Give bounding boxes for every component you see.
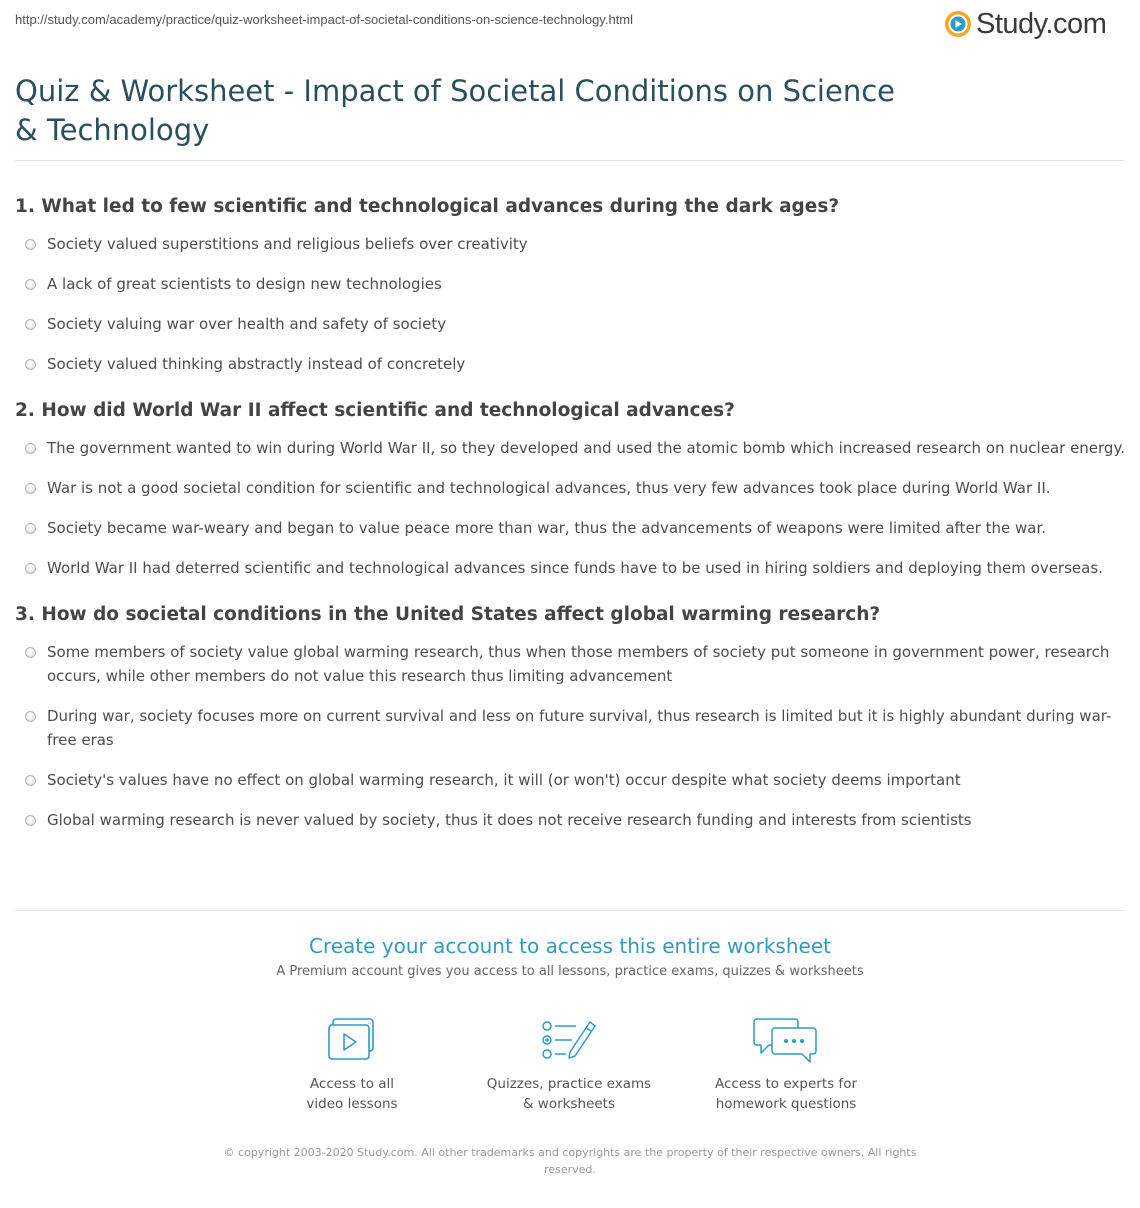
- question-3: [15, 600, 1127, 832]
- feature-label: Access to all video lessons: [306, 1076, 398, 1112]
- quiz-checklist-icon: [540, 1016, 598, 1064]
- top-bar: [0, 0, 1140, 50]
- answer-option[interactable]: [15, 516, 1127, 540]
- answer-option[interactable]: [15, 640, 1127, 688]
- answer-text: Society valued thinking abstractly instead of concretely: [47, 355, 466, 373]
- question-text: 1. What led to few scientific and technological advances during the dark ages?: [15, 196, 840, 217]
- answer-option[interactable]: [15, 476, 1127, 500]
- answer-option[interactable]: [15, 768, 1127, 792]
- answer-text: Some members of society value global warming research, thus when those members of society put someone in government power, research occurs, while other members do not value this research thus limiting advancement: [47, 643, 1110, 685]
- answer-option[interactable]: [15, 232, 1127, 256]
- study-logo[interactable]: [944, 6, 1106, 42]
- cta-subtitle: A Premium account gives you access to all lessons, practice exams, quizzes & worksheets: [276, 964, 864, 979]
- cta-divider: [15, 910, 1125, 911]
- radio-button[interactable]: [25, 775, 36, 786]
- radio-button[interactable]: [25, 279, 36, 290]
- question-text: 2. How did World War II affect scientific and technological advances?: [15, 400, 735, 421]
- radio-button[interactable]: [25, 443, 36, 454]
- answer-text: A lack of great scientists to design new technologies: [47, 275, 442, 293]
- feature-list: [0, 1016, 1140, 1126]
- radio-button[interactable]: [25, 523, 36, 534]
- page-title: Quiz & Worksheet - Impact of Societal Conditions on Science & Technology: [15, 74, 895, 147]
- feature-label: Quizzes, practice exams & worksheets: [486, 1076, 652, 1112]
- answer-option[interactable]: [15, 272, 1127, 296]
- answer-list: [15, 640, 1127, 832]
- radio-button[interactable]: [25, 815, 36, 826]
- feature-video-lessons: [262, 1016, 442, 1114]
- play-circle-icon: [944, 10, 972, 38]
- feature-label: Access to experts for homework questions: [714, 1076, 857, 1112]
- answer-option[interactable]: [15, 312, 1127, 336]
- logo-text: Study.com: [976, 7, 1107, 40]
- answer-option[interactable]: [15, 808, 1127, 832]
- copyright-notice: © copyright 2003-2020 Study.com. All other trademarks and copyrights are the property of their respective owners. All rights reserved.: [223, 1146, 917, 1176]
- radio-button[interactable]: [25, 319, 36, 330]
- answer-text: Global warming research is never valued by society, thus it does not receive research funding and interests from scientists: [47, 811, 972, 829]
- answer-list: [15, 232, 1127, 376]
- answer-text: Society valued superstitions and religious beliefs over creativity: [47, 235, 528, 253]
- radio-button[interactable]: [25, 483, 36, 494]
- answer-text: War is not a good societal condition for scientific and technological advances, thus very few advances took place during World War II.: [47, 479, 1051, 497]
- feature-quizzes: [479, 1016, 659, 1114]
- answer-text: The government wanted to win during World War II, so they developed and used the atomic bomb which increased research on nuclear energy.: [47, 439, 1125, 457]
- answer-text: Society valuing war over health and safety of society: [47, 315, 447, 333]
- question-1: [15, 192, 1127, 376]
- answer-option[interactable]: [15, 704, 1127, 752]
- answer-text: Society's values have no effect on global warming research, it will (or won't) occur despite what society deems important: [47, 771, 961, 789]
- answer-option[interactable]: [15, 436, 1127, 460]
- radio-button[interactable]: [25, 563, 36, 574]
- radio-button[interactable]: [25, 359, 36, 370]
- answer-text: Society became war-weary and began to value peace more than war, thus the advancements of weapons were limited after the war.: [47, 519, 1047, 537]
- page-url[interactable]: http://study.com/academy/practice/quiz-worksheet-impact-of-societal-conditions-on-science-technology.html: [15, 12, 634, 27]
- feature-experts: [696, 1016, 876, 1114]
- question-list: [15, 192, 1127, 852]
- question-2: [15, 396, 1127, 580]
- answer-option[interactable]: [15, 352, 1127, 376]
- chat-experts-icon: [753, 1016, 819, 1064]
- question-text: 3. How do societal conditions in the United States affect global warming research?: [15, 604, 881, 625]
- answer-option[interactable]: [15, 556, 1127, 580]
- video-lessons-icon: [326, 1016, 378, 1064]
- title-divider: [15, 160, 1125, 161]
- radio-button[interactable]: [25, 239, 36, 250]
- answer-text: World War II had deterred scientific and technological advances since funds have to be used in hiring soldiers and deploying them overseas.: [47, 559, 1103, 577]
- radio-button[interactable]: [25, 711, 36, 722]
- premium-cta: [0, 930, 1140, 982]
- create-account-link[interactable]: Create your account to access this entire worksheet: [309, 934, 831, 958]
- answer-list: [15, 436, 1127, 580]
- answer-text: During war, society focuses more on current survival and less on future survival, thus research is limited but it is highly abundant during war-free eras: [47, 707, 1112, 749]
- radio-button[interactable]: [25, 647, 36, 658]
